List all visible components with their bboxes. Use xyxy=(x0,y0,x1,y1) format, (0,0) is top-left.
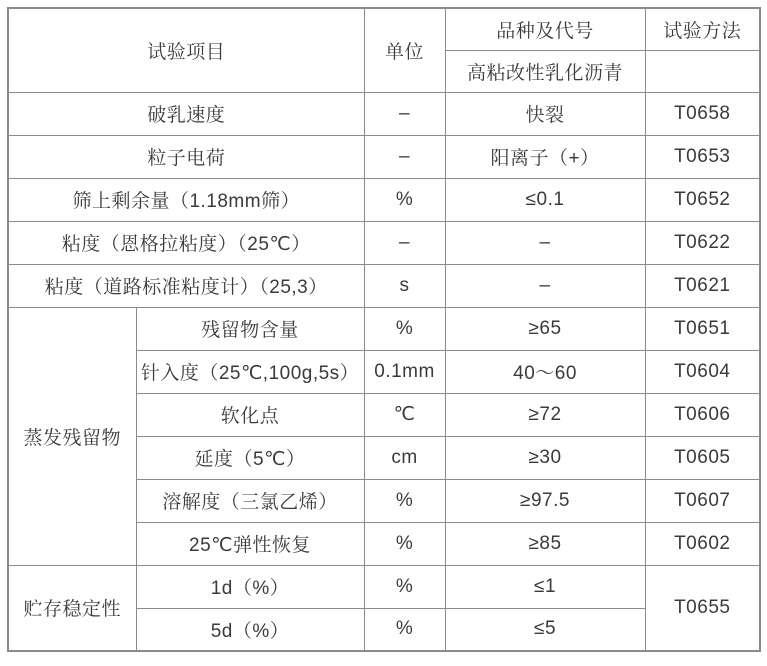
cell-value: ≥85 xyxy=(445,522,645,565)
cell-value: 阳离子（+） xyxy=(445,135,645,178)
cell-method: T0602 xyxy=(645,522,760,565)
cell-item: 溶解度（三氯乙烯） xyxy=(136,479,364,522)
group-label-evaporation-residue: 蒸发残留物 xyxy=(8,307,136,565)
cell-value: 40～60 xyxy=(445,350,645,393)
cell-unit: – xyxy=(364,221,445,264)
cell-unit: % xyxy=(364,307,445,350)
cell-item: 延度（5℃） xyxy=(136,436,364,479)
header-unit: 单位 xyxy=(364,8,445,92)
cell-unit: % xyxy=(364,479,445,522)
cell-unit: cm xyxy=(364,436,445,479)
cell-value: – xyxy=(445,264,645,307)
cell-method: T0606 xyxy=(645,393,760,436)
header-test-item: 试验项目 xyxy=(8,8,364,92)
cell-item: 粘度（道路标准粘度计）（25,3） xyxy=(8,264,364,307)
cell-item: 1d（%） xyxy=(136,565,364,608)
cell-method: T0652 xyxy=(645,178,760,221)
cell-value: ≥30 xyxy=(445,436,645,479)
cell-unit: – xyxy=(364,135,445,178)
header-row-1 xyxy=(8,8,760,50)
cell-item: 针入度（25℃,100g,5s） xyxy=(136,350,364,393)
table-row xyxy=(8,565,760,608)
cell-unit: ℃ xyxy=(364,393,445,436)
table-row xyxy=(8,92,760,135)
cell-item: 破乳速度 xyxy=(8,92,364,135)
cell-value: 快裂 xyxy=(445,92,645,135)
cell-method: T0621 xyxy=(645,264,760,307)
cell-item: 25℃弹性恢复 xyxy=(136,522,364,565)
cell-unit: – xyxy=(364,92,445,135)
cell-value: ≥65 xyxy=(445,307,645,350)
cell-value: ≥72 xyxy=(445,393,645,436)
cell-item: 粒子电荷 xyxy=(8,135,364,178)
asphalt-spec-table xyxy=(7,7,761,652)
header-test-method: 试验方法 xyxy=(645,8,760,50)
cell-item: 筛上剩余量（1.18mm筛） xyxy=(8,178,364,221)
group-label-storage-stability: 贮存稳定性 xyxy=(8,565,136,651)
cell-method: T0653 xyxy=(645,135,760,178)
table-row xyxy=(8,178,760,221)
cell-value: ≥97.5 xyxy=(445,479,645,522)
header-variety-sub: 高粘改性乳化沥青 xyxy=(445,50,645,92)
cell-item: 5d（%） xyxy=(136,608,364,651)
cell-method: T0605 xyxy=(645,436,760,479)
table-row xyxy=(8,264,760,307)
cell-method: T0622 xyxy=(645,221,760,264)
cell-method: T0651 xyxy=(645,307,760,350)
cell-value: ≤5 xyxy=(445,608,645,651)
cell-method: T0655 xyxy=(645,565,760,651)
table-row xyxy=(8,307,760,350)
cell-item: 粘度（恩格拉粘度）（25℃） xyxy=(8,221,364,264)
cell-method: T0604 xyxy=(645,350,760,393)
cell-method: T0607 xyxy=(645,479,760,522)
cell-item: 软化点 xyxy=(136,393,364,436)
cell-value: – xyxy=(445,221,645,264)
cell-unit: % xyxy=(364,522,445,565)
cell-item: 残留物含量 xyxy=(136,307,364,350)
cell-unit: % xyxy=(364,178,445,221)
header-method-empty-cell xyxy=(645,50,760,92)
cell-value: ≤1 xyxy=(445,565,645,608)
cell-unit: % xyxy=(364,608,445,651)
table-row xyxy=(8,135,760,178)
cell-unit: s xyxy=(364,264,445,307)
table-row xyxy=(8,221,760,264)
cell-unit: 0.1mm xyxy=(364,350,445,393)
cell-value: ≤0.1 xyxy=(445,178,645,221)
cell-method: T0658 xyxy=(645,92,760,135)
cell-unit: % xyxy=(364,565,445,608)
header-variety-code: 品种及代号 xyxy=(445,8,645,50)
